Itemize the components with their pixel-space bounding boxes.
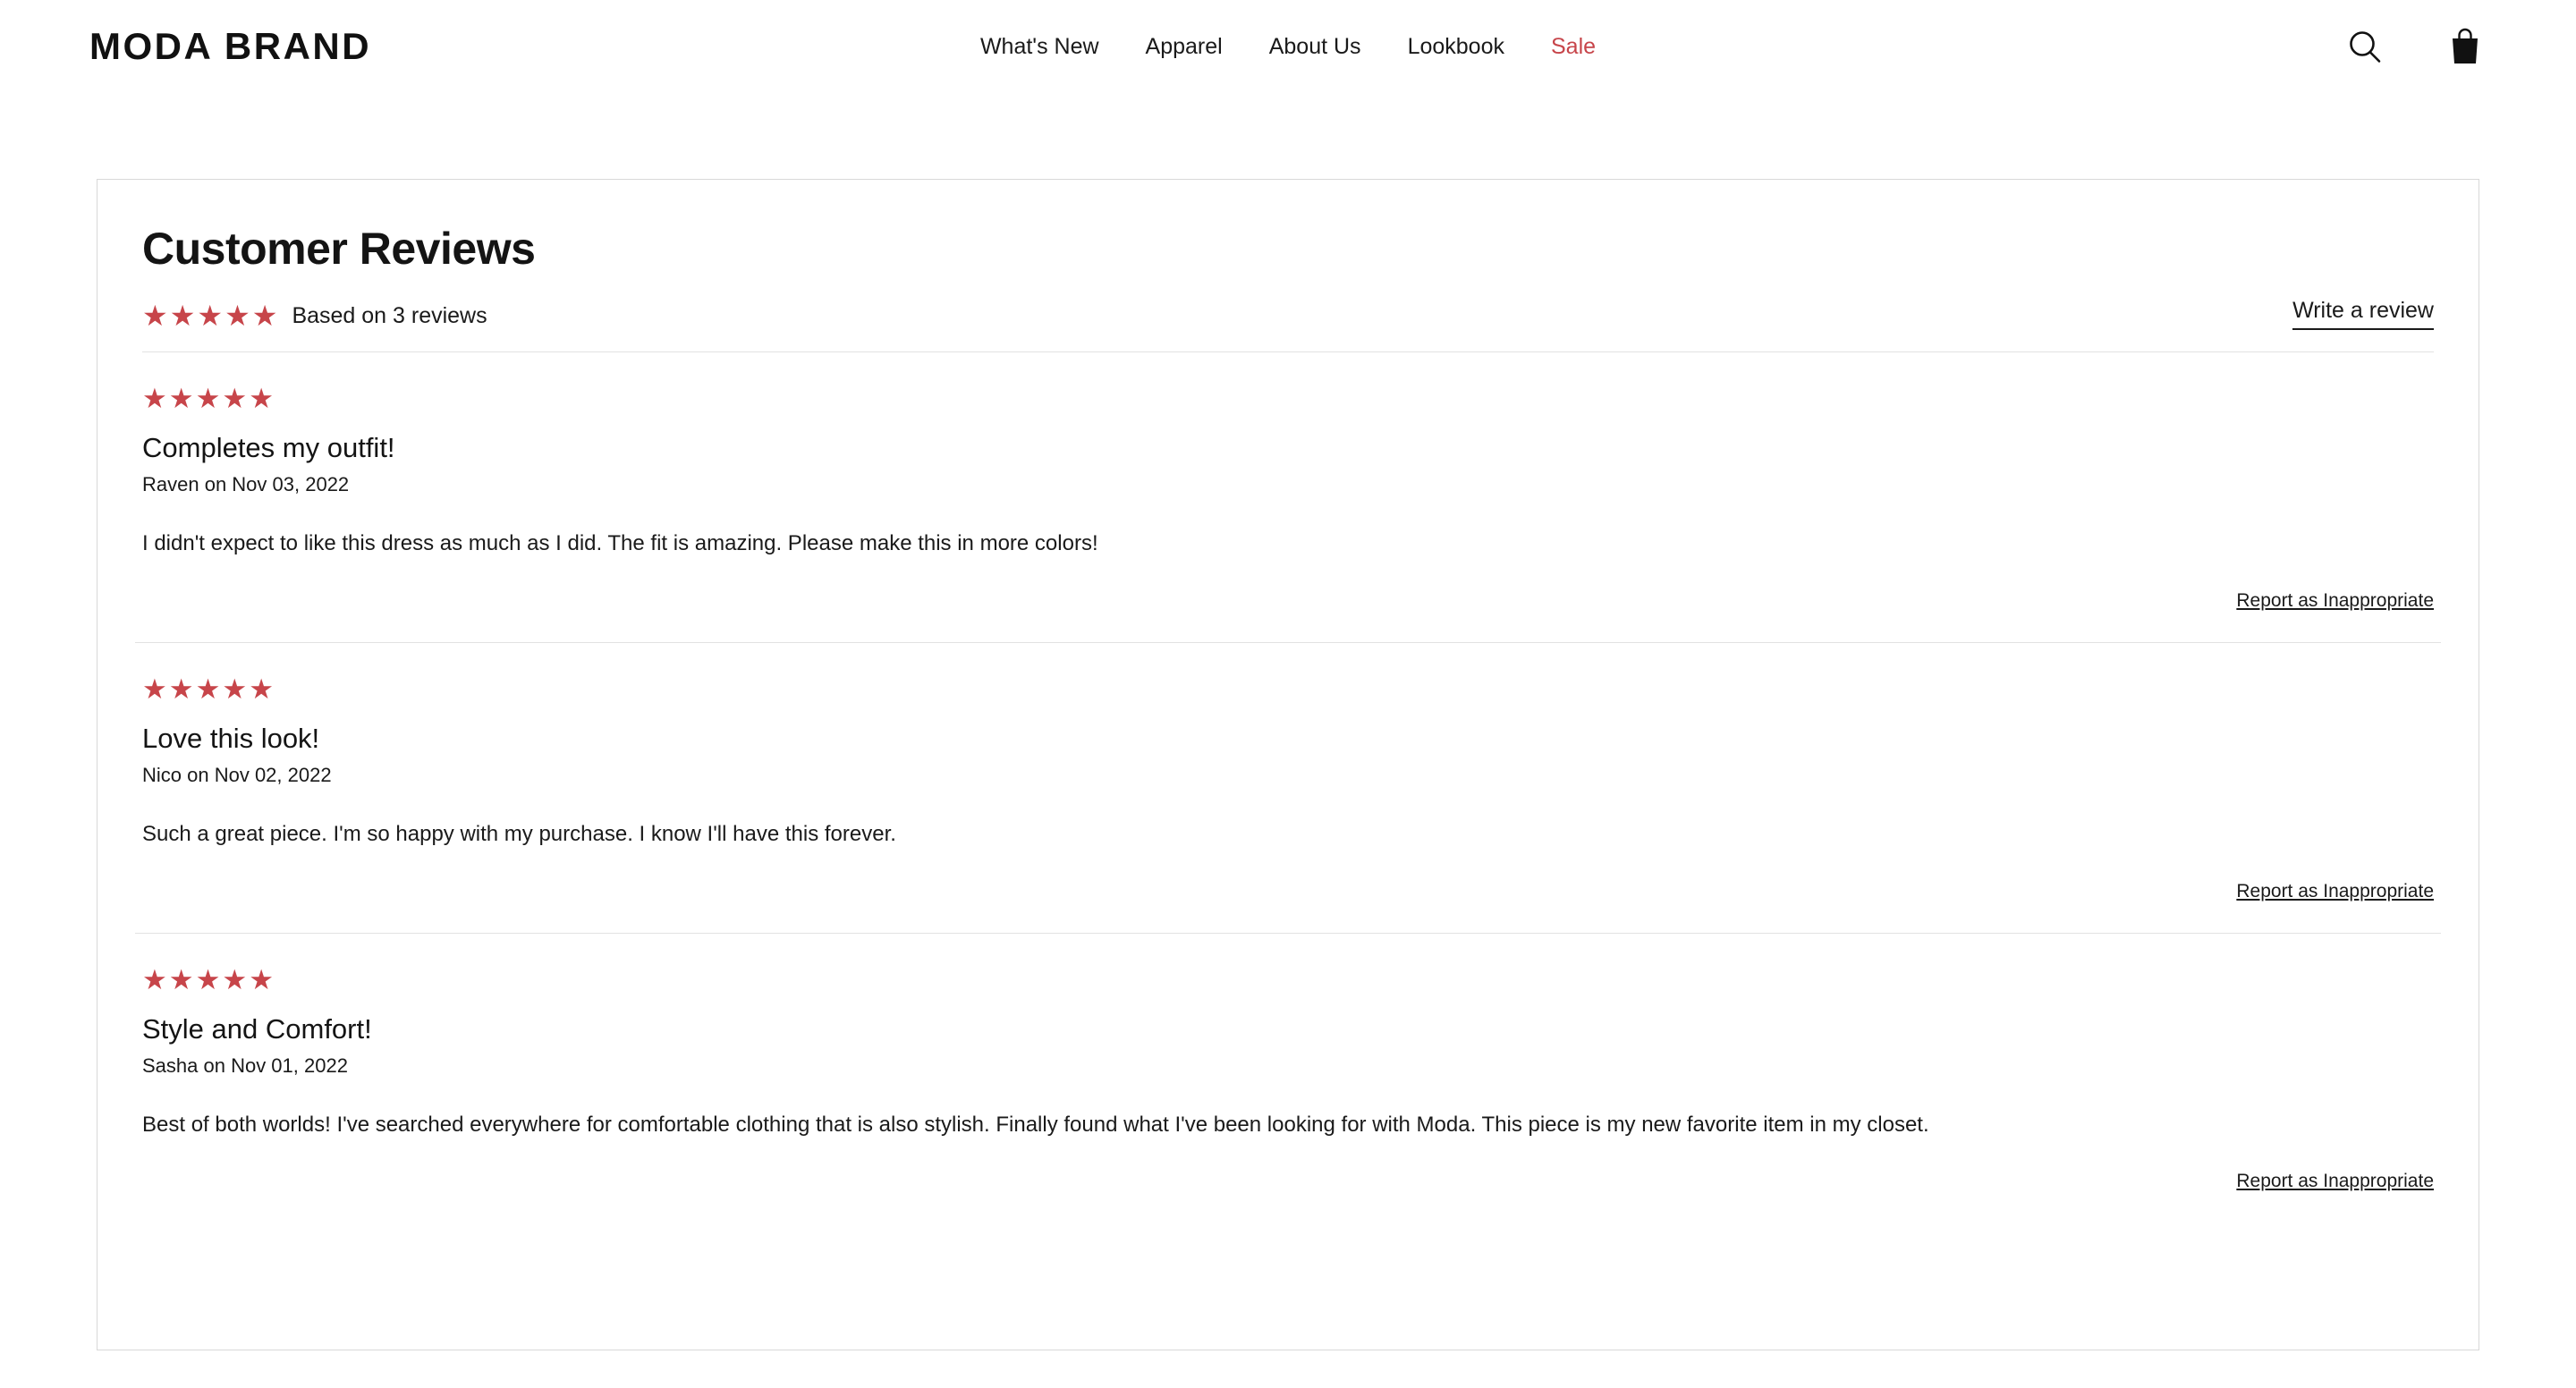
review-report-row <box>142 881 2434 933</box>
report-inappropriate-link[interactable]: Report as Inappropriate <box>2236 1171 2434 1192</box>
star-icon: ★ <box>249 963 274 995</box>
star-icon: ★ <box>168 673 194 705</box>
search-icon-svg <box>2346 28 2384 65</box>
shopping-bag-icon-svg <box>2447 27 2483 66</box>
star-icon: ★ <box>142 963 167 995</box>
brand-logo[interactable]: MODA BRAND <box>89 25 372 67</box>
review-report-row <box>142 1171 2434 1223</box>
summary-star-rating <box>142 301 277 330</box>
shopping-bag-icon[interactable] <box>2444 25 2487 68</box>
nav-item-whats-new[interactable]: What's New <box>979 33 1099 59</box>
star-icon: ★ <box>142 673 167 705</box>
review-item <box>135 643 2441 934</box>
star-icon: ★ <box>249 673 274 705</box>
review-title: Completes my outfit! <box>142 432 395 463</box>
review-star-rating <box>142 385 274 412</box>
star-icon: ★ <box>222 383 248 414</box>
review-item <box>135 352 2441 643</box>
search-icon[interactable] <box>2343 25 2386 68</box>
write-review-button[interactable]: Write a review <box>2292 298 2434 330</box>
star-icon: ★ <box>222 673 248 705</box>
page-title: Customer Reviews <box>142 224 536 274</box>
review-item <box>135 934 2441 1223</box>
star-icon: ★ <box>197 300 224 332</box>
review-report-row <box>142 590 2434 642</box>
review-author-date: Nico on Nov 02, 2022 <box>142 763 332 786</box>
review-author-date: Raven on Nov 03, 2022 <box>142 473 350 495</box>
star-icon: ★ <box>251 300 278 332</box>
report-inappropriate-link[interactable]: Report as Inappropriate <box>2236 589 2434 611</box>
review-title: Style and Comfort! <box>142 1012 372 1045</box>
review-star-rating <box>142 675 274 703</box>
reviews-summary <box>142 301 487 330</box>
review-body: Such a great piece. I'm so happy with my purchase. I know I'll have this forever. <box>142 821 896 846</box>
nav-item-apparel[interactable]: Apparel <box>1145 33 1223 59</box>
star-icon: ★ <box>195 963 221 995</box>
header-actions <box>2343 25 2487 68</box>
star-icon: ★ <box>168 383 194 414</box>
star-icon: ★ <box>225 300 250 332</box>
star-icon: ★ <box>168 963 194 995</box>
review-count-text: Based on 3 reviews <box>292 302 487 328</box>
review-title: Love this look! <box>142 722 320 754</box>
review-body: I didn't expect to like this dress as much as I did. The fit is amazing. Please make this in more colors! <box>142 531 1098 555</box>
main-navigation <box>980 34 1596 60</box>
star-icon: ★ <box>142 383 167 414</box>
review-author-date: Sasha on Nov 01, 2022 <box>142 1054 348 1077</box>
star-icon: ★ <box>142 300 168 332</box>
review-star-rating <box>142 963 274 995</box>
customer-reviews-card <box>97 179 2479 1350</box>
site-header <box>0 0 2576 93</box>
reviews-summary-row <box>142 298 2434 352</box>
star-icon: ★ <box>222 963 248 995</box>
review-body: Best of both worlds! I've searched everywhere for comfortable clothing that is also stylish. Finally found what I've been looking for with Moda. This piece is my new favorite item in my closet. <box>142 1112 1929 1137</box>
report-inappropriate-link[interactable]: Report as Inappropriate <box>2236 880 2434 901</box>
star-icon: ★ <box>169 300 196 332</box>
star-icon: ★ <box>249 383 274 414</box>
star-icon: ★ <box>195 383 221 414</box>
star-icon: ★ <box>195 673 221 705</box>
nav-item-lookbook[interactable]: Lookbook <box>1407 33 1504 59</box>
nav-item-sale[interactable]: Sale <box>1551 33 1597 59</box>
nav-item-about-us[interactable]: About Us <box>1268 33 1361 59</box>
